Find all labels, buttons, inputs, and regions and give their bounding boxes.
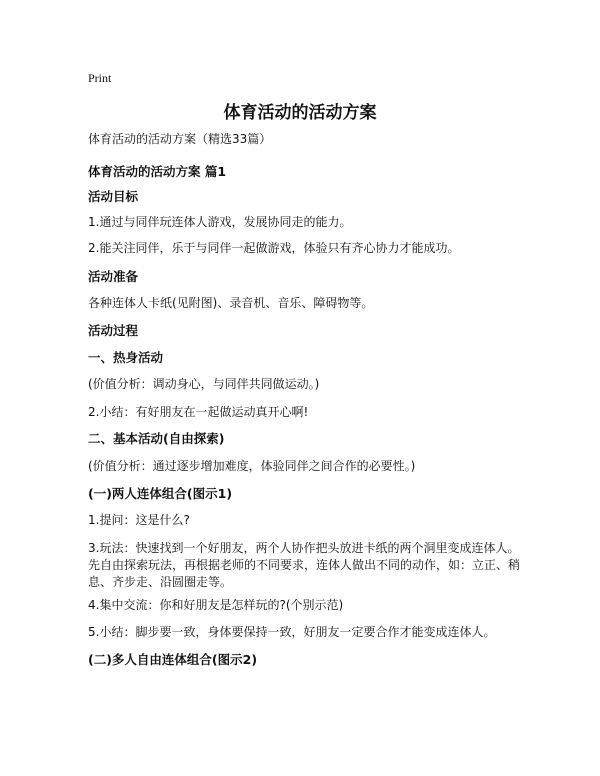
- paragraph-block: 3.玩法：快速找到一个好朋友，两个人协作把头放进卡纸的两个洞里变成连体人。先自由探索玩法，再根据老师的不同要求，连体人做出不同的动作，如：立正、稍息、齐步走、沿圆圈走等。: [88, 541, 521, 589]
- paragraph-line: 5.小结：脚步要一致，身体要保持一致，好朋友一定要合作才能变成连体人。: [88, 625, 496, 639]
- section-heading-basic-activity: 二、基本活动(自由探索): [88, 431, 225, 446]
- section-heading-goals: 活动目标: [88, 189, 139, 204]
- paragraph-line: 4.集中交流：你和好朋友是怎样玩的?(个别示范): [88, 598, 344, 612]
- paragraph-line: 2.小结：有好朋友在一起做运动真开心啊!: [88, 405, 309, 419]
- section-heading-group-combo: (二)多人自由连体组合(图示2): [88, 652, 258, 667]
- paragraph-line: 1.通过与同伴玩连体人游戏，发展协同走的能力。: [88, 215, 352, 229]
- document-title: 体育活动的活动方案: [223, 103, 377, 123]
- print-link[interactable]: Print: [88, 71, 112, 85]
- paragraph-line: 各种连体人卡纸(见附图)、录音机、音乐、障碍物等。: [88, 296, 374, 310]
- section-heading-warmup: 一、热身活动: [88, 350, 164, 365]
- paragraph-line: (价值分析：调动身心，与同伴共同做运动。): [88, 377, 320, 391]
- paragraph-line: 2.能关注同伴，乐于与同伴一起做游戏，体验只有齐心协力才能成功。: [88, 241, 460, 255]
- subtitle-line: 体育活动的活动方案（精选33篇）: [88, 132, 272, 146]
- section-heading-process: 活动过程: [88, 323, 139, 338]
- section-heading-preparation: 活动准备: [88, 269, 139, 284]
- paragraph-line: (价值分析：通过逐步增加难度，体验同伴之间合作的必要性。): [88, 459, 416, 473]
- section-heading-pair-combo: (一)两人连体组合(图示1): [88, 486, 233, 501]
- paragraph-line: 1.提问：这是什么?: [88, 513, 190, 527]
- section-heading-article-1: 体育活动的活动方案 篇1: [88, 164, 227, 179]
